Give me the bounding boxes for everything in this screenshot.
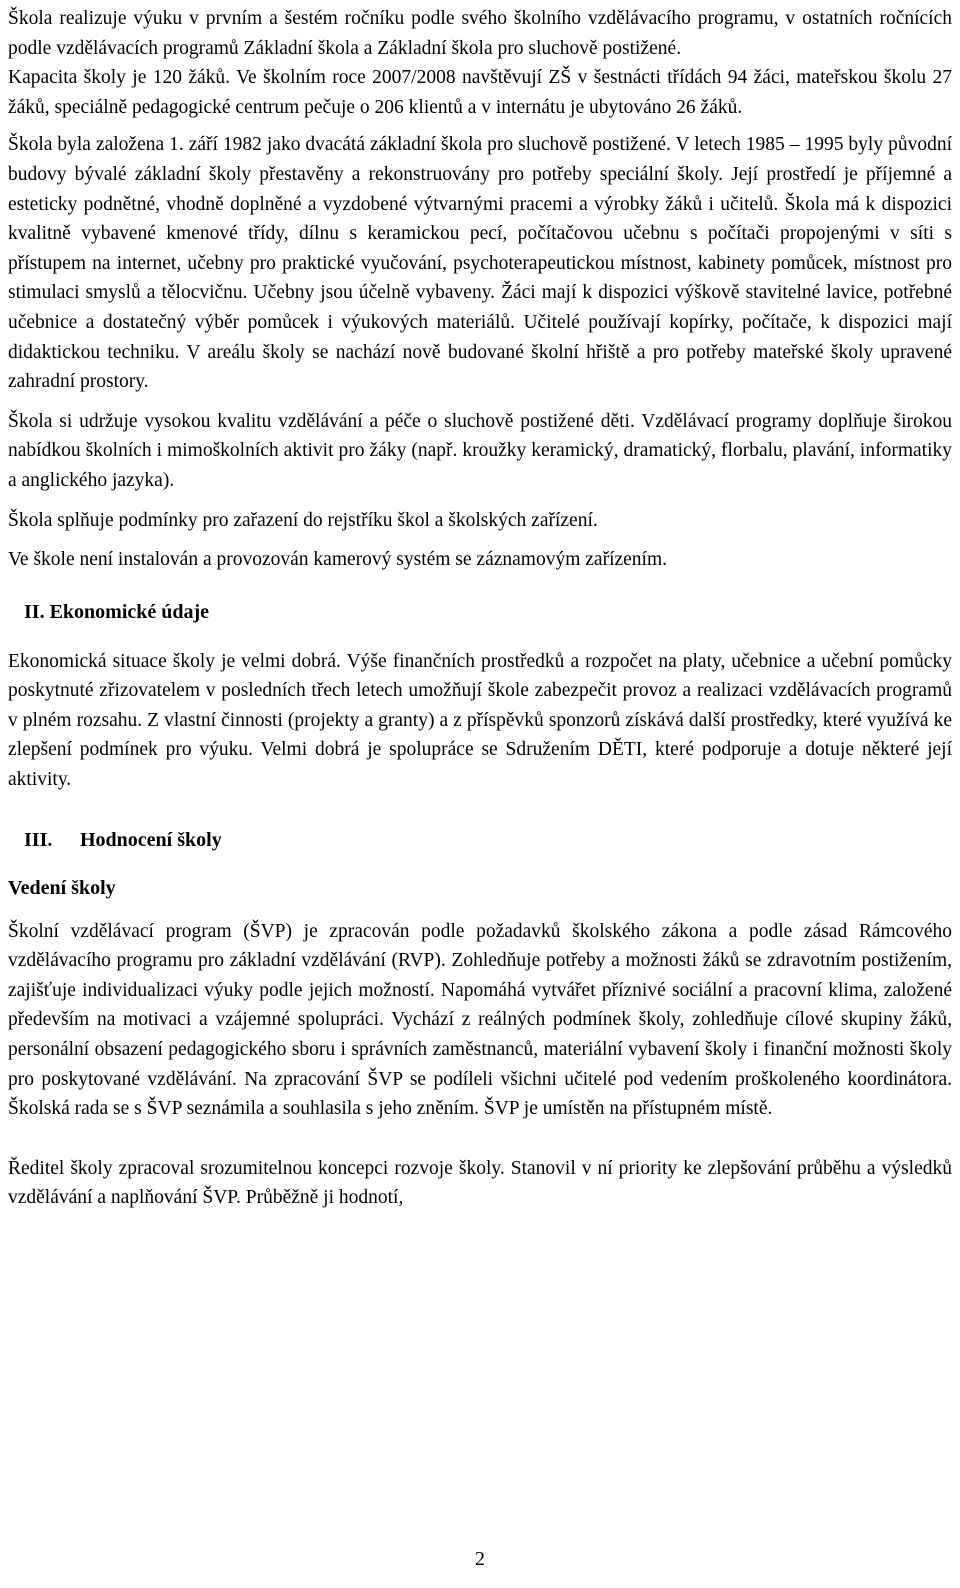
paragraph-economic: Ekonomická situace školy je velmi dobrá. Výše finančních prostředků a rozpočet na platy, učebnice a učební pomůcky poskytnuté zřizovatelem v posledních třech letech umožňují škole zabezpečit provoz a realizaci vzdělávacích programů v plném rozsahu. Z vlastní činnosti (projekty a granty) a z příspěvků sponzorů získává další prostředky, které využívá ke zlepšení podmínek pro výuku. Velmi dobrá je spolupráce se Sdružením DĚTI, které podporuje a dotuje některé její aktivity. bbox=[8, 650, 952, 791]
paragraph-registry: Škola splňuje podmínky pro zařazení do rejstříku škol a školských zařízení. bbox=[8, 509, 598, 531]
paragraph-history: Škola byla založena 1. září 1982 jako dvacátá základní škola pro sluchově postižené. V letech 1985 – 1995 byly původní budovy bývalé základní školy přestavěny a rekonstruovány pro potřeby speciální školy. Její prostředí je příjemné a esteticky podnětné, vhodně doplněné a vyzdobené výtvarnými pracemi a výrobky žáků i učitelů. Škola má k dispozici kvalitně vybavené kmenové třídy, dílnu s keramickou pecí, počítačovou učebnu s počítači propojenými v síti s přístupem na internet, učebny pro praktické vyučování, psychoterapeutickou místnost, kabinety pomůcek, místnost pro stimulaci smyslů a tělocvičnu. Učebny jsou účelně vybaveny. Žáci mají k dispozici výškově stavitelné lavice, potřebné učebnice a dostatečný výběr pomůcek i výukových materiálů. Učitelé používají kopírky, počítače, k dispozici mají didaktickou techniku. V areálu školy se nachází nově budované školní hřiště a pro potřeby mateřské školy upravené zahradní prostory. bbox=[8, 134, 952, 393]
paragraph-svp: Školní vzdělávací program (ŠVP) je zpracován podle požadavků školského zákona a podle zásad Rámcového vzdělávacího programu pro základní vzdělávání (RVP). Zohledňuje potřeby a možnosti žáků se zdravotním postižením, zajišťuje individualizaci výuky podle jejich možností. Napomáhá vytvářet příznivé sociální a pracovní klima, založené především na motivaci a vzájemné spolupráci. Vychází z reálných podmínek školy, zohledňuje cílové skupiny žáků, personální obsazení pedagogického sboru i správních zaměstnanců, materiální vybavení školy i finanční možnosti školy pro poskytované vzdělávání. Na zpracování ŠVP se podíleli všichni učitelé pod vedením proškoleného koordinátora. Školská rada se s ŠVP seznámila a souhlasila s jeho zněním. ŠVP je umístěn na přístupném místě. bbox=[8, 920, 952, 1120]
paragraph-capacity: Kapacita školy je 120 žáků. Ve školním roce 2007/2008 navštěvují ZŠ v šestnácti třídách 94 žáci, mateřskou školu 27 žáků, speciálně pedagogické centrum pečuje o 206 klientů a v internátu je ubytováno 26 žáků. bbox=[8, 67, 952, 118]
document-page bbox=[8, 4, 952, 1213]
page-number: 2 bbox=[475, 1548, 485, 1570]
heading-school-evaluation bbox=[8, 825, 952, 855]
heading-title: Hodnocení školy bbox=[80, 828, 222, 851]
paragraph-intro-program: Škola realizuje výuku v prvním a šestém ročníku podle svého školního vzdělávacího programu, v ostatních ročnících podle vzdělávacích programů Základní škola a Základní škola pro sluchově postižené. bbox=[8, 8, 952, 59]
subheading-school-management: Vedení školy bbox=[8, 876, 116, 899]
heading-number: III. bbox=[24, 828, 53, 851]
heading-economic-data: II. Ekonomické údaje bbox=[24, 600, 210, 623]
paragraph-quality: Škola si udržuje vysokou kvalitu vzdělávání a péče o sluchově postižené děti. Vzdělávací programy doplňuje širokou nabídkou školních i mimoškolních aktivit pro žáky (např. kroužky keramický, dramatický, florbalu, plavání, informatiky a anglického jazyka). bbox=[8, 410, 952, 491]
paragraph-camera: Ve škole není instalován a provozován kamerový systém se záznamovým zařízením. bbox=[8, 549, 668, 571]
paragraph-director: Ředitel školy zpracoval srozumitelnou koncepci rozvoje školy. Stanovil v ní priority ke zlepšování průběhu a výsledků vzdělávání a naplňování ŠVP. Průběžně ji hodnotí, bbox=[8, 1157, 952, 1209]
